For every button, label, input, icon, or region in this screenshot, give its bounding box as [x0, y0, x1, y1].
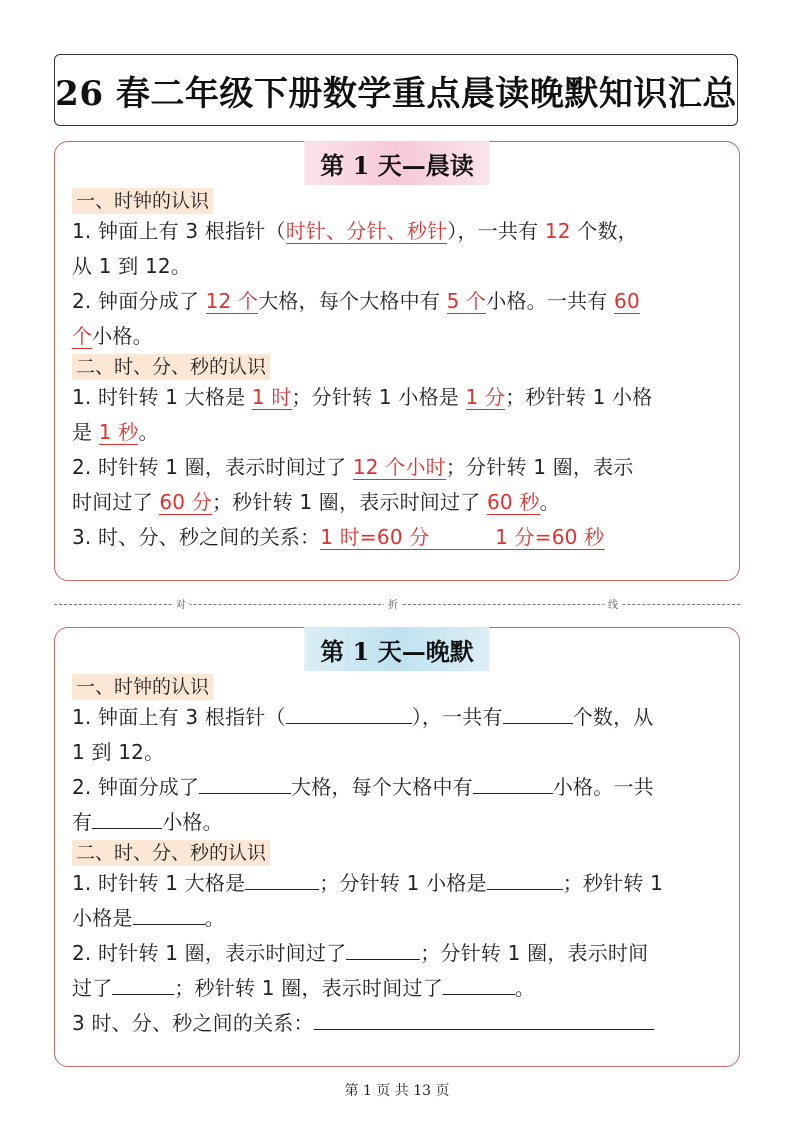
page-number: 第 1 页 共 13 页: [344, 1083, 450, 1099]
page-title: 26 春二年级下册数学重点晨读晚默知识汇总: [55, 73, 737, 114]
morning-content: [72, 188, 725, 555]
evening-recall-card: [54, 627, 740, 1067]
morning-item-5: 3. 时、分、秒之间的关系：1 时=60 分 1 分=60 秒: [72, 525, 605, 549]
section-heading-clock-recall: 一、时钟的认识: [72, 674, 213, 700]
evening-tab-label: 第 1 天—晚默: [304, 627, 489, 671]
answer-blank[interactable]: [245, 869, 319, 890]
section-heading-clock: 一、时钟的认识: [72, 188, 213, 214]
page-title-box: [54, 54, 738, 126]
morning-tab-label: 第 1 天—晨读: [304, 141, 489, 185]
fold-label-3: 线: [604, 596, 622, 611]
section-heading-time-units: 二、时、分、秒的认识: [72, 354, 270, 380]
answer-blank[interactable]: [92, 808, 162, 829]
answer-blank[interactable]: [199, 773, 291, 794]
answer-blank[interactable]: [346, 939, 420, 960]
answer-blank[interactable]: [112, 974, 174, 995]
evening-item-2: 2. 钟面分成了 大格，每个大格中有 小格。一共 有 小格。: [72, 775, 654, 834]
answer-blank[interactable]: [286, 703, 412, 724]
morning-item-2: 2. 钟面分成了 12 个大格，每个大格中有 5 个小格。一共有 60 个小格。: [72, 289, 640, 348]
answer-blank[interactable]: [473, 773, 553, 794]
evening-item-3: 1. 时针转 1 大格是 ；分针转 1 小格是 ；秒针转 1 小格是 。: [72, 871, 664, 930]
answer-blank[interactable]: [314, 1009, 654, 1030]
morning-reading-card: [54, 141, 740, 581]
answer-blank[interactable]: [487, 869, 563, 890]
morning-item-1: 1. 钟面上有 3 根指针（时针、分针、秒针），一共有 12 个数， 从 1 到 12。: [72, 219, 638, 278]
morning-item-4: 2. 时针转 1 圈，表示时间过了 12 个小时；分针转 1 圈，表示 时间过了 60 分；秒针转 1 圈，表示时间过了 60 秒。: [72, 455, 634, 514]
answer-blank[interactable]: [133, 904, 205, 925]
morning-item-3: 1. 时针转 1 大格是 1 时；分针转 1 小格是 1 分；秒针转 1 小格 是 1 秒。: [72, 385, 653, 444]
fold-label-2: 折: [384, 596, 402, 611]
answer-blank[interactable]: [443, 974, 515, 995]
evening-item-4: 2. 时针转 1 圈，表示时间过了 ；分针转 1 圈，表示时间 过了 ；秒针转 1 圈，表示时间过了 。: [72, 941, 649, 1000]
section-heading-time-units-recall: 二、时、分、秒的认识: [72, 840, 270, 866]
answer-blank[interactable]: [503, 703, 573, 724]
fold-label-1: 对: [172, 596, 190, 611]
evening-item-1: 1. 钟面上有 3 根指针（ ），一共有 个数，从 1 到 12。: [72, 705, 654, 764]
evening-item-5: 3 时、分、秒之间的关系：: [72, 1006, 725, 1041]
evening-content: [72, 674, 725, 1041]
